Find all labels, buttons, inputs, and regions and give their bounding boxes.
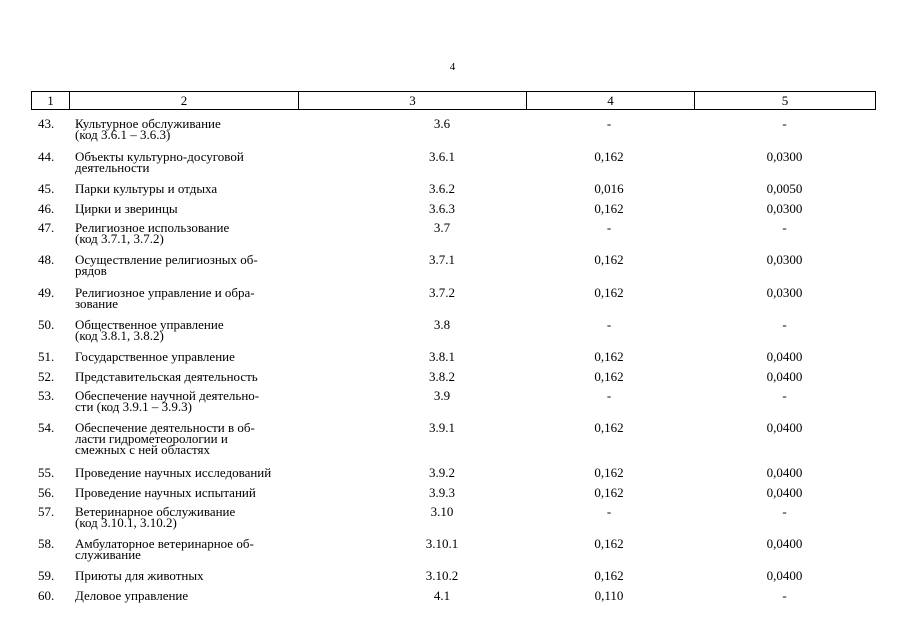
row-value-4: 0,162 xyxy=(594,201,624,216)
row-number: 57. xyxy=(38,504,55,519)
row-value-5: - xyxy=(782,588,787,603)
row-number: 56. xyxy=(38,485,55,500)
row-number: 53. xyxy=(38,388,55,403)
row-name: Осуществление религиозных об- рядов xyxy=(75,252,258,278)
row-value-5: 0,0400 xyxy=(766,369,803,384)
row-value-4: 0,110 xyxy=(594,588,624,603)
row-value-4: 0,162 xyxy=(594,420,624,435)
row-name: Деловое управление xyxy=(75,588,189,603)
row-value-5: 0,0300 xyxy=(766,285,803,300)
row-name: Государственное управление xyxy=(75,349,235,364)
row-value-5: 0,0300 xyxy=(766,201,803,216)
row-number: 50. xyxy=(38,317,55,332)
row-name: Проведение научных испытаний xyxy=(75,485,256,500)
row-code: 3.9.2 xyxy=(429,465,455,480)
row-number: 51. xyxy=(38,349,55,364)
table-header xyxy=(31,91,876,110)
row-name: Объекты культурно-досуговой деятельности xyxy=(75,149,244,175)
row-value-5: 0,0400 xyxy=(766,465,803,480)
row-value-5: 0,0400 xyxy=(766,349,803,364)
row-value-4: - xyxy=(606,116,612,131)
row-code: 3.8.1 xyxy=(429,349,455,364)
row-number: 49. xyxy=(38,285,55,300)
row-name: Религиозное использование (код 3.7.1, 3.7.2) xyxy=(75,220,230,246)
row-value-4: 0,162 xyxy=(594,285,624,300)
row-value-4: 0,162 xyxy=(594,465,624,480)
row-value-5: - xyxy=(782,220,787,235)
row-code: 3.10.1 xyxy=(425,536,459,551)
row-number: 46. xyxy=(38,201,55,216)
row-name: Амбулаторное ветеринарное об- служивание xyxy=(75,536,254,562)
row-value-5: - xyxy=(782,388,787,403)
row-name: Обеспечение деятельности в об- ласти гидрометеорологии и смежных с ней областях xyxy=(75,420,255,457)
row-value-5: 0,0050 xyxy=(766,181,803,196)
row-value-5: - xyxy=(782,116,787,131)
row-value-4: 0,162 xyxy=(594,485,624,500)
row-value-4: 0,162 xyxy=(594,149,624,164)
row-name: Парки культуры и отдыха xyxy=(75,181,218,196)
row-code: 3.6.1 xyxy=(429,149,455,164)
row-number: 47. xyxy=(38,220,55,235)
row-name: Цирки и зверинцы xyxy=(75,201,178,216)
row-value-4: 0,162 xyxy=(594,536,624,551)
row-name: Обеспечение научной деятельно- сти (код 3.9.1 – 3.9.3) xyxy=(75,388,260,414)
row-code: 3.10.2 xyxy=(425,568,459,583)
row-number: 55. xyxy=(38,465,55,480)
header-cell-1: 1 xyxy=(32,92,70,109)
row-code: 3.10 xyxy=(430,504,454,519)
row-name: Представительская деятельность xyxy=(75,369,258,384)
row-value-5: 0,0400 xyxy=(766,568,803,583)
header-cell-2: 2 xyxy=(70,92,299,109)
row-name: Религиозное управление и обра- зование xyxy=(75,285,255,311)
row-number: 59. xyxy=(38,568,55,583)
row-number: 54. xyxy=(38,420,55,435)
row-value-4: - xyxy=(606,504,612,519)
row-number: 45. xyxy=(38,181,55,196)
row-value-5: 0,0300 xyxy=(766,252,803,267)
row-code: 3.6.3 xyxy=(429,201,455,216)
row-value-4: 0,162 xyxy=(594,252,624,267)
row-code: 3.8.2 xyxy=(429,369,455,384)
row-number: 48. xyxy=(38,252,55,267)
row-code: 3.8 xyxy=(433,317,451,332)
row-code: 3.7.1 xyxy=(429,252,455,267)
row-number: 60. xyxy=(38,588,55,603)
row-value-5: 0,0400 xyxy=(766,420,803,435)
row-value-4: 0,162 xyxy=(594,568,624,583)
row-code: 3.6 xyxy=(433,116,451,131)
row-name: Проведение научных исследований xyxy=(75,465,272,480)
header-cell-4: 4 xyxy=(527,92,695,109)
row-value-4: 0,162 xyxy=(594,349,624,364)
row-value-4: - xyxy=(606,388,612,403)
row-value-4: 0,016 xyxy=(594,181,624,196)
row-code: 4.1 xyxy=(433,588,451,603)
row-number: 52. xyxy=(38,369,55,384)
row-number: 44. xyxy=(38,149,55,164)
header-cell-5: 5 xyxy=(781,93,789,108)
row-number: 43. xyxy=(38,116,55,131)
row-value-4: 0,162 xyxy=(594,369,624,384)
row-value-5: - xyxy=(782,504,787,519)
row-name: Культурное обслуживание (код 3.6.1 – 3.6.3) xyxy=(75,116,221,142)
row-code: 3.7 xyxy=(433,220,451,235)
row-name: Ветеринарное обслуживание (код 3.10.1, 3.10.2) xyxy=(75,504,236,530)
row-code: 3.6.2 xyxy=(429,181,455,196)
row-name: Общественное управление (код 3.8.1, 3.8.2) xyxy=(75,317,224,343)
header-cell-3: 3 xyxy=(299,92,527,109)
row-value-5: 0,0400 xyxy=(766,536,803,551)
row-number: 58. xyxy=(38,536,55,551)
row-code: 3.9.1 xyxy=(429,420,455,435)
row-name: Приюты для животных xyxy=(75,568,204,583)
page-number: 4 xyxy=(449,61,456,73)
row-code: 3.9.3 xyxy=(429,485,455,500)
row-value-4: - xyxy=(606,220,612,235)
row-value-5: 0,0400 xyxy=(766,485,803,500)
row-code: 3.7.2 xyxy=(429,285,455,300)
row-value-5: - xyxy=(782,317,787,332)
row-value-4: - xyxy=(606,317,612,332)
row-value-5: 0,0300 xyxy=(766,149,803,164)
row-code: 3.9 xyxy=(433,388,451,403)
